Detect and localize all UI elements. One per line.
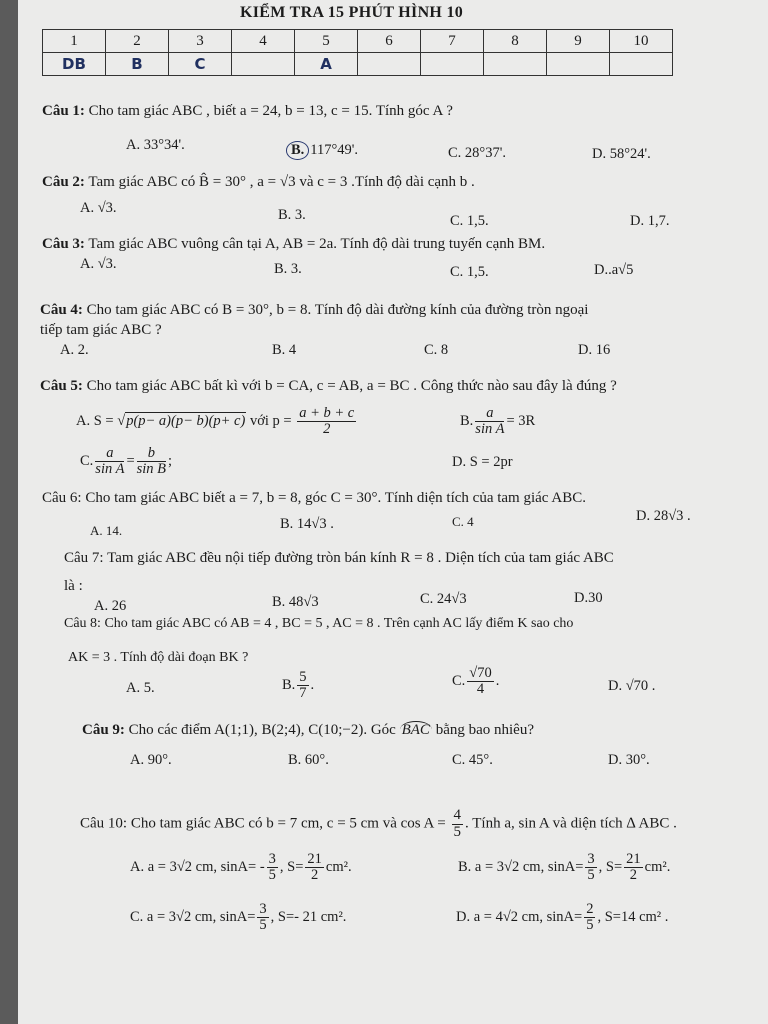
option-d bbox=[456, 902, 668, 933]
question-5 bbox=[40, 378, 617, 395]
answer-table bbox=[42, 29, 673, 76]
answer-number: 4 bbox=[232, 30, 295, 53]
option-c: C. 8 bbox=[424, 342, 449, 358]
option-c bbox=[452, 666, 499, 697]
option-d: D. 16 bbox=[578, 342, 611, 358]
fraction bbox=[297, 406, 356, 437]
question-text: Tam giác ABC đều nội tiếp đường tròn bán kính R = 8 . Diện tích của tam giác ABC bbox=[107, 550, 614, 566]
answer-number: 9 bbox=[547, 30, 610, 53]
numerator: √70 bbox=[469, 665, 492, 681]
option-b-prefix: B. bbox=[282, 677, 296, 694]
denominator: sin A bbox=[95, 461, 125, 478]
question-3 bbox=[42, 236, 545, 253]
answer-written: B bbox=[106, 53, 169, 76]
question-4-line-2: tiếp tam giác ABC ? bbox=[40, 322, 162, 338]
denominator: 5 bbox=[453, 823, 462, 840]
question-text: Cho tam giác ABC có b = 7 cm, c = 5 cm và cos A = bbox=[130, 815, 450, 832]
answer-number: 7 bbox=[421, 30, 484, 53]
option-b: B. 48√3 bbox=[272, 594, 319, 610]
option-c-post: . bbox=[495, 673, 500, 690]
fraction bbox=[624, 852, 643, 883]
answer-written bbox=[358, 53, 421, 76]
question-4 bbox=[40, 302, 588, 319]
question-text: Cho tam giác ABC , biết a = 24, b = 13, c = 15. Tính góc A ? bbox=[88, 103, 453, 119]
option-b: B. 4 bbox=[272, 342, 297, 358]
question-7 bbox=[64, 550, 614, 567]
numerator: a bbox=[95, 446, 124, 462]
answer-written: C bbox=[169, 53, 232, 76]
numerator: 3 bbox=[259, 901, 267, 917]
option-b-text: 117°49'. bbox=[310, 142, 359, 158]
option-c: C. 45°. bbox=[452, 752, 493, 768]
fraction bbox=[305, 852, 324, 883]
answer-written bbox=[547, 53, 610, 76]
answer-written-row bbox=[43, 53, 673, 76]
option-b bbox=[460, 406, 535, 437]
answer-numbers-row bbox=[43, 30, 673, 53]
option-a: A. √3. bbox=[80, 256, 117, 272]
option-a-post: cm². bbox=[325, 859, 352, 876]
option-c bbox=[130, 902, 346, 933]
option-d: D. 58°24'. bbox=[592, 146, 651, 162]
fraction bbox=[95, 446, 124, 477]
option-a: A. S = √p(p− a)(p− b)(p+ c) với p = $\frac{a + b + c}{2}$ bbox=[76, 405, 355, 438]
question-label: Câu 9: bbox=[82, 722, 125, 738]
question-label: Câu 8: bbox=[64, 616, 101, 631]
option-a-prefix: A. a = 3√2 cm, sinA= - bbox=[130, 859, 265, 876]
question-8 bbox=[64, 616, 573, 632]
numerator: a + b + c bbox=[299, 405, 355, 421]
question-text: Cho tam giác ABC biết a = 7, b = 8, góc C = 30°. Tính diện tích của tam giác ABC. bbox=[85, 490, 586, 506]
numerator: 21 bbox=[626, 851, 641, 867]
numerator: a bbox=[475, 406, 504, 422]
fraction bbox=[475, 406, 504, 437]
question-9 bbox=[82, 722, 534, 739]
question-label: Câu 10: bbox=[80, 815, 128, 832]
option-a: A. 14. bbox=[90, 523, 123, 538]
question-label: Câu 3: bbox=[42, 236, 85, 252]
question-8-line-2: AK = 3 . Tính độ dài đoạn BK ? bbox=[68, 650, 249, 665]
option-c-prefix: C. bbox=[452, 673, 466, 690]
question-label: Câu 1: bbox=[42, 103, 85, 119]
answer-number: 10 bbox=[610, 30, 673, 53]
answer-number: 6 bbox=[358, 30, 421, 53]
answer-written: A bbox=[295, 53, 358, 76]
numerator: 3 bbox=[268, 851, 276, 867]
answer-number: 8 bbox=[484, 30, 547, 53]
question-text-end: . Tính a, sin A và diện tích ∆ ABC . bbox=[465, 815, 677, 832]
question-text-end: bằng bao nhiêu? bbox=[435, 722, 534, 738]
option-a: A. √3. bbox=[80, 200, 117, 216]
numerator: 3 bbox=[587, 851, 595, 867]
option-d: D. 28√3 . bbox=[636, 508, 691, 524]
option-d: D. 1,7. bbox=[630, 213, 670, 229]
denominator: 2 bbox=[323, 421, 331, 438]
numerator: 4 bbox=[453, 807, 462, 823]
option-d: D. S = 2pr bbox=[452, 454, 513, 470]
question-label: Câu 4: bbox=[40, 302, 83, 318]
question-text: Cho tam giác ABC bất kì với b = CA, c = AB, a = BC . Công thức nào sau đây là đúng ? bbox=[86, 378, 617, 394]
answer-number: 3 bbox=[169, 30, 232, 53]
option-a-prefix: A. S = bbox=[76, 413, 118, 430]
option-c-prefix: C. a = 3√2 cm, sinA= bbox=[130, 909, 256, 926]
option-d: D. 30°. bbox=[608, 752, 650, 768]
option-b: B. 14√3 . bbox=[280, 516, 334, 532]
option-d: D. √70 . bbox=[608, 678, 656, 694]
denominator: 2 bbox=[629, 867, 638, 884]
angle-notation: BAC bbox=[401, 722, 430, 738]
question-1 bbox=[42, 103, 453, 120]
fraction bbox=[137, 446, 166, 477]
option-b-post: = 3R bbox=[506, 413, 536, 430]
option-c: C. 4 bbox=[452, 514, 474, 529]
option-d-post: , S=14 cm² . bbox=[597, 909, 669, 926]
denominator: 5 bbox=[259, 917, 267, 934]
circled-answer-mark: B. bbox=[286, 141, 309, 160]
question-text: Cho tam giác ABC có AB = 4 , BC = 5 , AC = 8 . Trên cạnh AC lấy điểm K sao cho bbox=[104, 616, 574, 631]
answer-written: DB bbox=[43, 53, 106, 76]
fraction bbox=[452, 808, 464, 841]
question-label: Câu 7: bbox=[64, 550, 104, 566]
answer-written bbox=[232, 53, 295, 76]
fraction bbox=[297, 670, 308, 701]
option-b-post: cm². bbox=[644, 859, 671, 876]
equals-sign: = bbox=[126, 453, 135, 470]
question-text: Tam giác ABC vuông cân tại A, AB = 2a. Tính độ dài trung tuyến cạnh BM. bbox=[88, 236, 546, 252]
denominator: sin A bbox=[475, 421, 505, 438]
question-text: Cho các điểm A(1;1), B(2;4), C(10;−2). Góc bbox=[128, 722, 396, 738]
option-d: D..a√5 bbox=[594, 262, 634, 278]
denominator: sin B bbox=[136, 461, 167, 478]
fraction bbox=[257, 902, 268, 933]
answer-number: 1 bbox=[43, 30, 106, 53]
option-a: A. 26 bbox=[94, 598, 127, 614]
option-a: A. 5. bbox=[126, 680, 155, 696]
answer-number: 2 bbox=[106, 30, 169, 53]
option-c: C. 1,5. bbox=[450, 213, 489, 229]
denominator: 2 bbox=[311, 867, 319, 884]
denominator: 5 bbox=[587, 867, 595, 884]
answer-written bbox=[421, 53, 484, 76]
answer-number: 5 bbox=[295, 30, 358, 53]
question-text: Cho tam giác ABC có B = 30°, b = 8. Tính độ dài đường kính của đường tròn ngoại bbox=[86, 302, 589, 318]
question-6 bbox=[42, 490, 586, 507]
option-c: C. 1,5. bbox=[450, 264, 489, 280]
question-2 bbox=[42, 174, 475, 191]
option-c bbox=[80, 446, 172, 477]
denominator: 5 bbox=[586, 917, 594, 934]
option-d: D.30 bbox=[574, 590, 603, 606]
option-a bbox=[130, 852, 352, 883]
option-b bbox=[286, 141, 358, 160]
question-text: Tam giác ABC có B̂ = 30° , a = √3 và c = 3 .Tính độ dài cạnh b . bbox=[88, 174, 475, 190]
question-label: Câu 5: bbox=[40, 378, 83, 394]
option-a-mid: , S= bbox=[279, 859, 304, 876]
option-b-mid: , S= bbox=[598, 859, 623, 876]
question-10 bbox=[80, 808, 677, 841]
option-b bbox=[282, 670, 314, 701]
denominator: 7 bbox=[299, 685, 307, 702]
option-a: A. 90°. bbox=[130, 752, 172, 768]
option-b-post: . bbox=[310, 677, 315, 694]
numerator: 5 bbox=[299, 669, 307, 685]
numerator: 21 bbox=[307, 851, 322, 867]
question-label: Câu 2: bbox=[42, 174, 85, 190]
question-7-line-2: là : bbox=[64, 578, 83, 594]
exam-sheet bbox=[18, 0, 768, 1024]
fraction bbox=[584, 902, 595, 933]
option-c-prefix: C. bbox=[80, 453, 94, 470]
option-c-post: ; bbox=[168, 453, 173, 470]
option-b-prefix: B. bbox=[460, 413, 474, 430]
option-a-mid: với p = bbox=[246, 413, 296, 430]
denominator: 5 bbox=[268, 867, 276, 884]
option-c: C. 28°37'. bbox=[448, 145, 506, 161]
numerator: b bbox=[137, 446, 166, 462]
option-a-radicand: p(p− a)(p− b)(p+ c) bbox=[126, 413, 246, 430]
option-b: B. 3. bbox=[274, 261, 302, 277]
fraction bbox=[585, 852, 596, 883]
answer-written bbox=[610, 53, 673, 76]
option-b-prefix: B. a = 3√2 cm, sinA= bbox=[458, 859, 584, 876]
answer-written bbox=[484, 53, 547, 76]
option-b bbox=[458, 852, 670, 883]
question-label: Câu 6: bbox=[42, 490, 82, 506]
option-b: B. 60°. bbox=[288, 752, 329, 768]
option-c-post: , S=- 21 cm². bbox=[270, 909, 347, 926]
option-c: C. 24√3 bbox=[420, 591, 467, 607]
fraction bbox=[467, 666, 493, 697]
denominator: 4 bbox=[476, 681, 485, 698]
option-a: A. 33°34'. bbox=[126, 137, 185, 153]
option-b: B. 3. bbox=[278, 207, 306, 223]
option-d-prefix: D. a = 4√2 cm, sinA= bbox=[456, 909, 583, 926]
option-a: A. 2. bbox=[60, 342, 89, 358]
page-title: KIỂM TRA 15 PHÚT HÌNH 10 bbox=[240, 4, 464, 21]
fraction bbox=[267, 852, 278, 883]
numerator: 2 bbox=[586, 901, 594, 917]
